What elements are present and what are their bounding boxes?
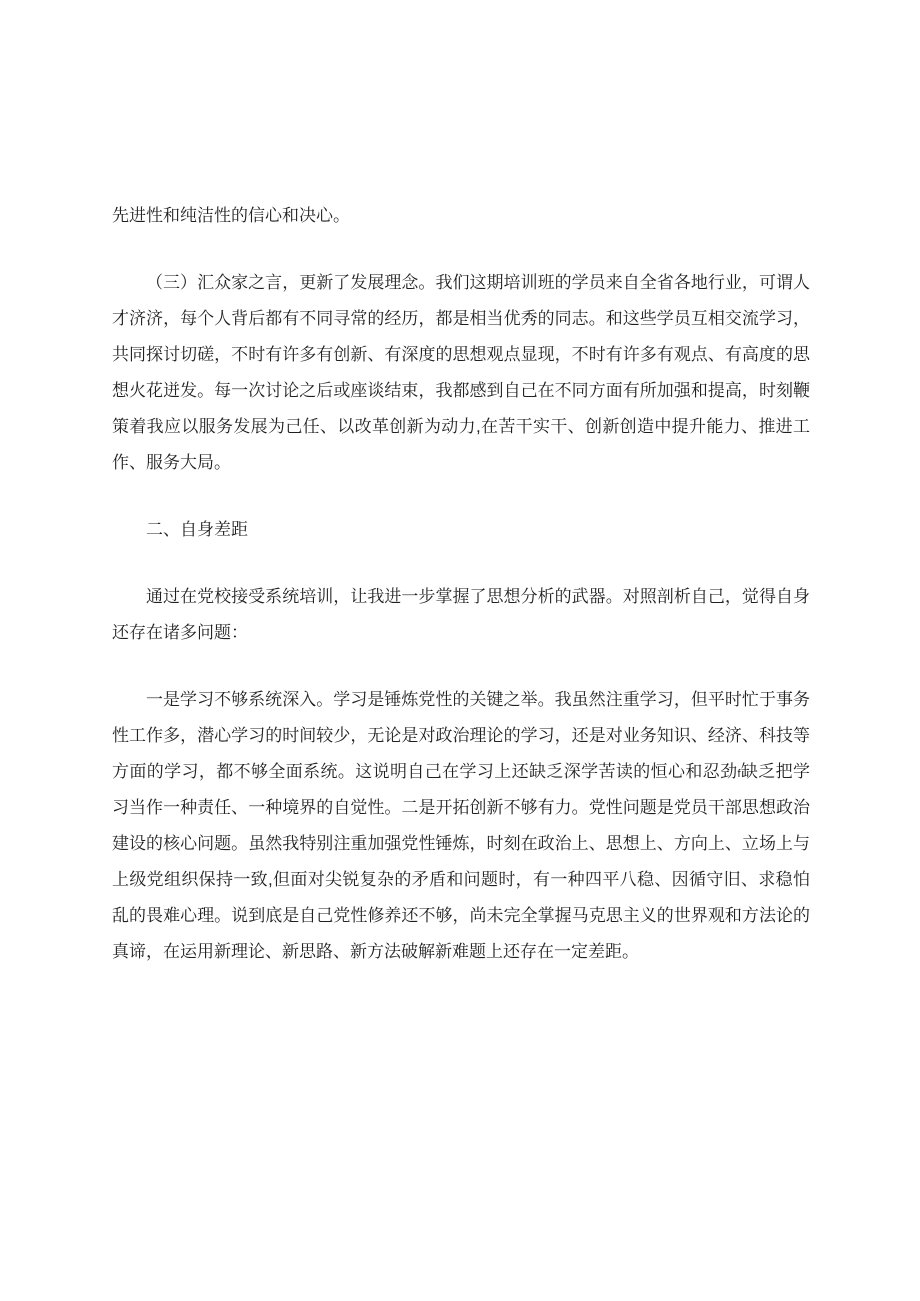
typo-small-f-mark: f: [737, 768, 741, 780]
paragraph-text-segment: 缺乏把学习当作一种责任、一种境界的自觉性。二是开拓创新不够有力。党性问题是党员干部思想政治建设的核心问题。虽然我特别注重加强党性锤炼，时刻在政治上、思想上、方向上、立场上与上级党组织保持一致,但面对尖锐复杂的矛盾和问题时，有一种四平八稳、因循守旧、求稳怕乱的畏难心理。说到底是自己党性修养还不够，尚未完全掌握马克思主义的世界观和方法论的真谛，在运用新理论、新思路、新方法破解新难题上还存在一定差距。: [112, 762, 811, 961]
paragraph-continuation: 先进性和纯洁性的信心和决心。: [112, 206, 350, 225]
paragraph-gap-details: [112, 682, 810, 970]
paragraph-section-three: （三）汇众家之言，更新了发展理念。我们这期培训班的学员来自全省各地行业，可谓人才济济，每个人背后都有不同寻常的经历，都是相当优秀的同志。和这些学员互相交流学习，共同探讨切磋，不时有许多有创新、有深度的思想观点显现，不时有许多有观点、有高度的思想火花迸发。每一次讨论之后或座谈结束，我都感到自己在不同方面有所加强和提高，时刻鞭策着我应以服务发展为己任、以改革创新为动力,在苦干实干、创新创造中提升能力、推进工作、服务大局。: [112, 273, 810, 472]
paragraph-gap-intro: 通过在党校接受系统培训，让我进一步掌握了思想分析的武器。对照剖析自己，觉得自身还存在诸多问题：: [112, 587, 810, 642]
section-heading-self-gap: 二、自身差距: [146, 520, 248, 539]
paragraph-text-segment: 一是学习不够系统深入。学习是锤炼党性的关键之举。我虽然注重学习，但平时忙于事务性工作多，潜心学习的时间较少，无论是对政治理论的学习，还是对业务知识、经济、科技等方面的学习，都不够全面系统。这说明自己在学习上还缺乏深学苦读的恒心和忍劲: [112, 690, 810, 781]
